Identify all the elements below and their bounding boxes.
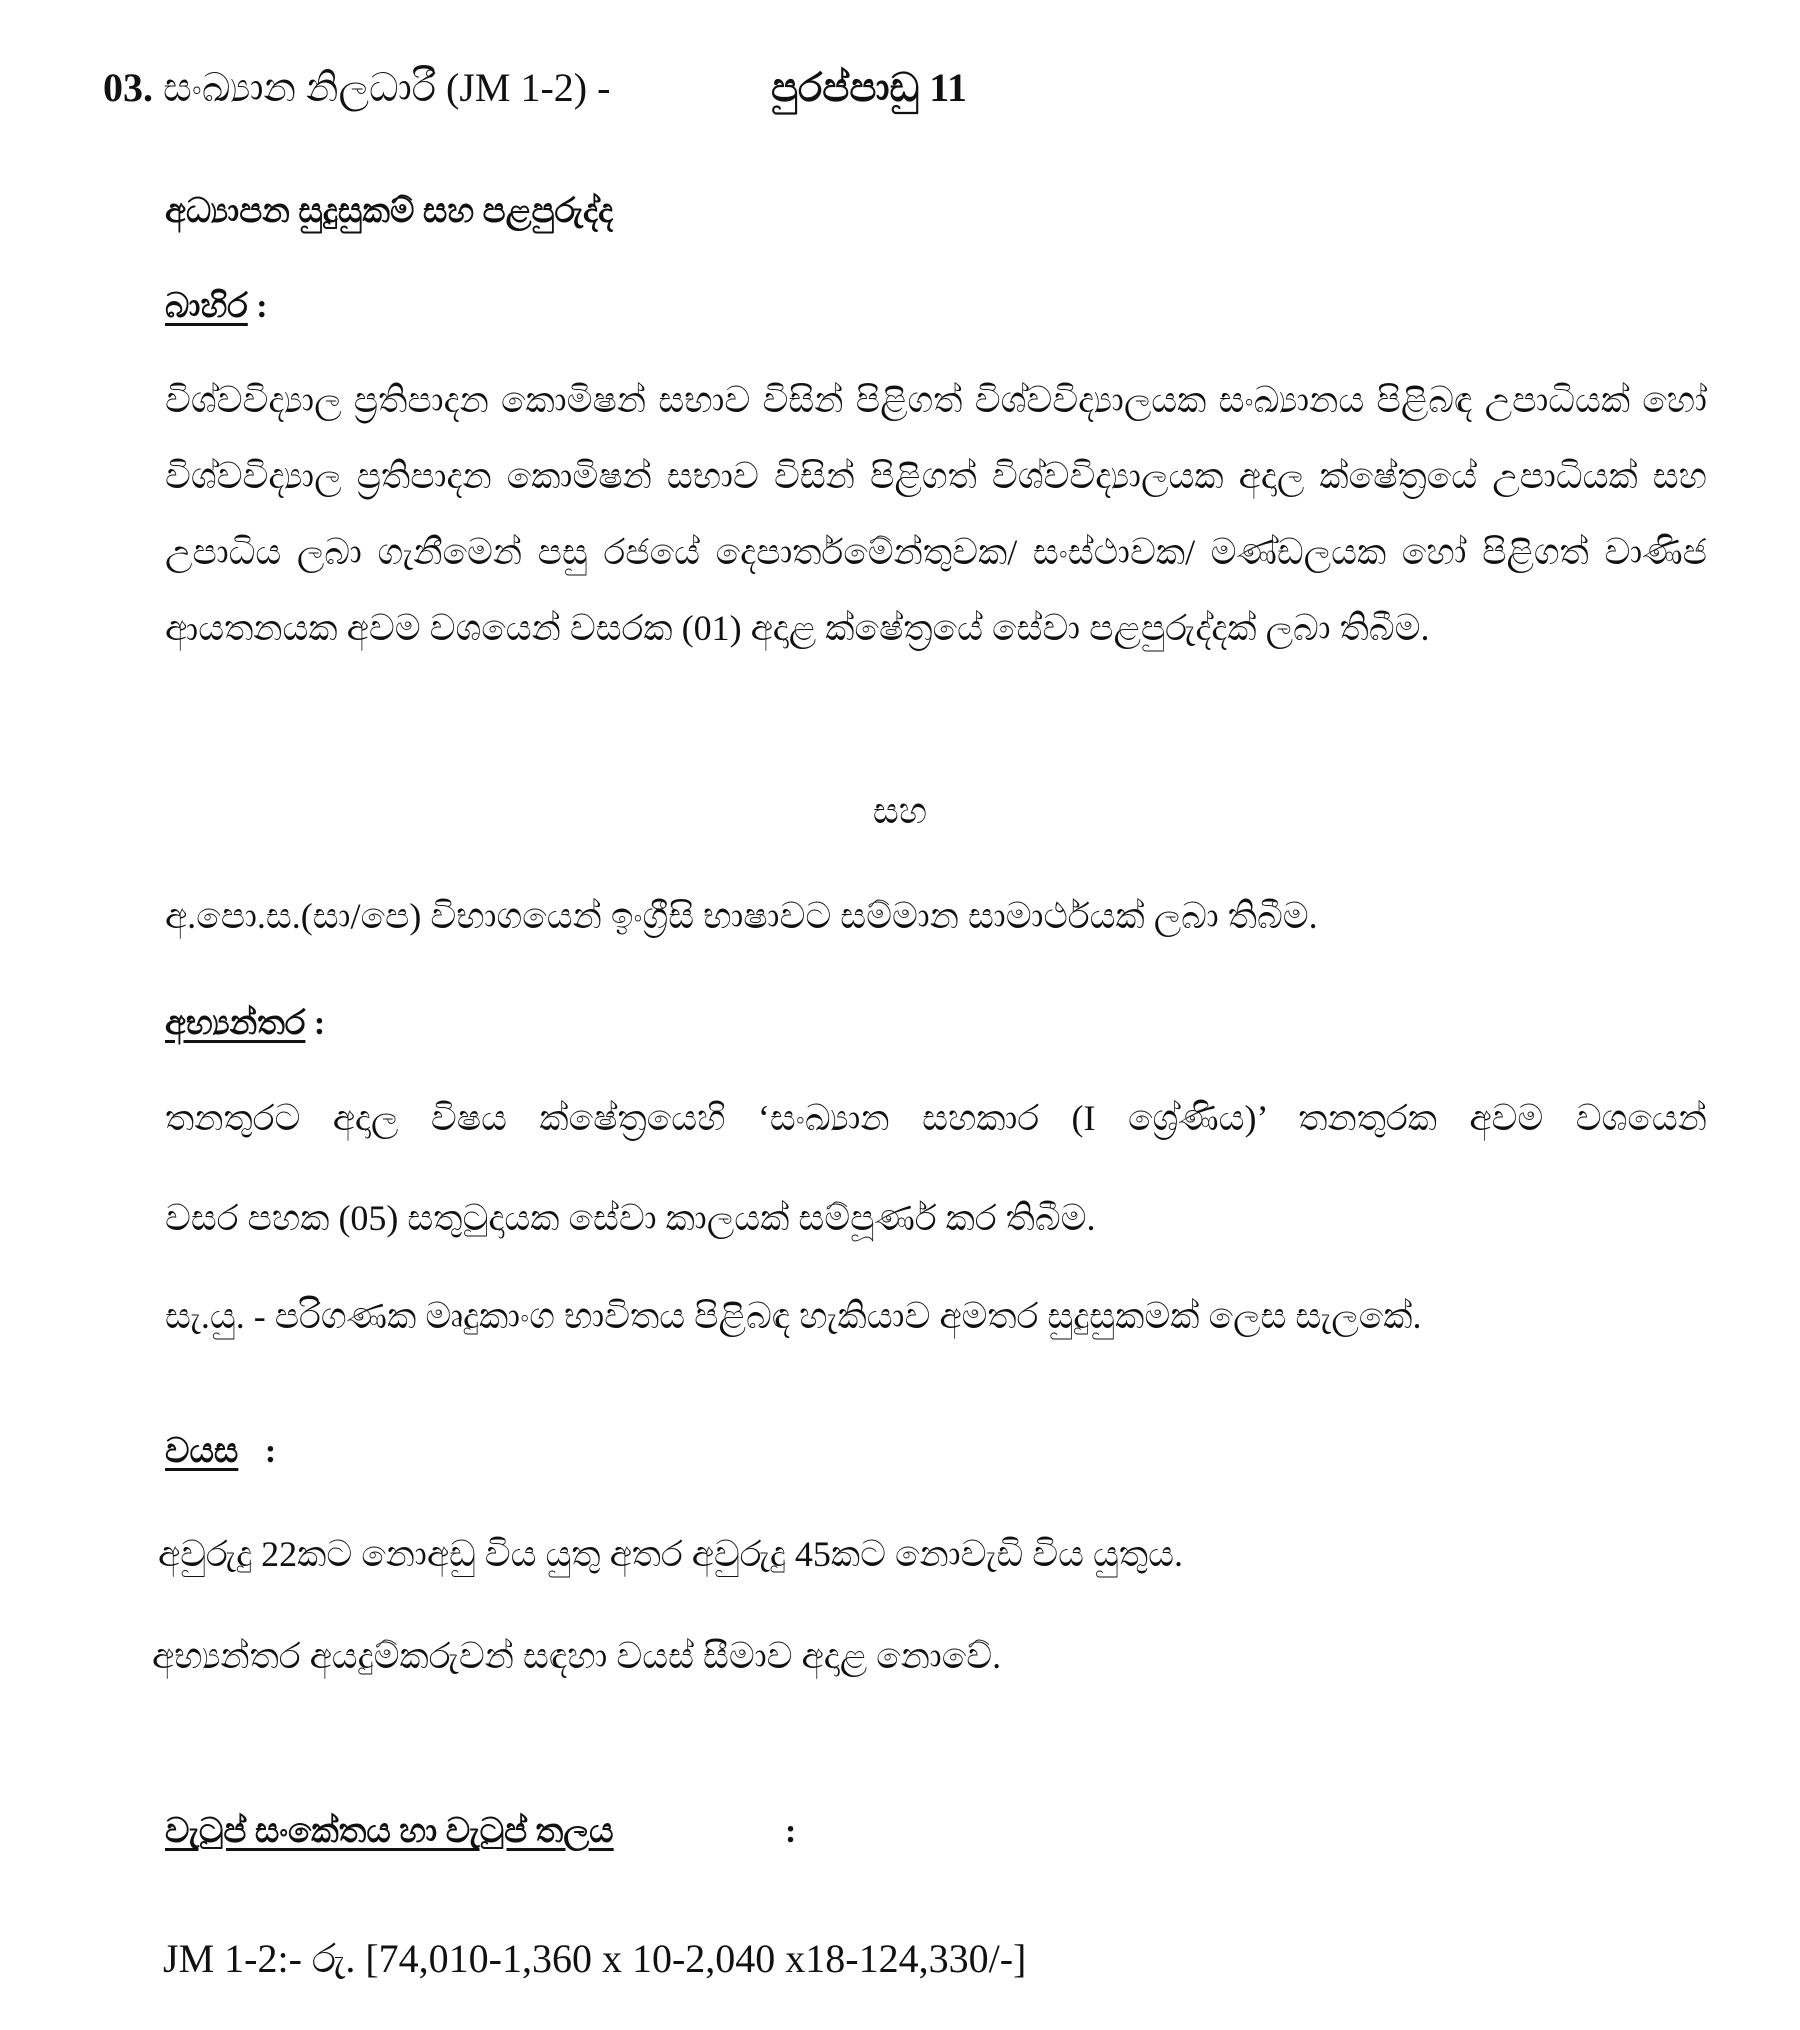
age-exemption: අභ්‍යන්තර අයදුම්කරුවන් සඳහා වයස් සීමාව අදාළ නොවේ. xyxy=(152,1636,1002,1676)
internal-heading xyxy=(165,1005,325,1043)
qualifications-heading: අධ්‍යාපන සුදුසුකම් සහ පළපුරුද්ද xyxy=(165,193,614,230)
age-limit: අවුරුදු 22කට නොඅඩු විය යුතු අතර අවුරුදු 45කට නොවැඩි විය යුතුය. xyxy=(158,1534,1183,1574)
salary-scale: JM 1-2:- රු. [74,010-1,360 x 10-2,040 x18-124,330/-] xyxy=(163,1936,1027,1981)
software-note: සැ.යු. - පරිගණක මෘදුකාංග භාවිතය පිළිබඳ හැකියාව අමතර සුදුසුකමක් ලෙස සැලකේ. xyxy=(165,1296,1422,1336)
age-colon: : xyxy=(264,1433,277,1470)
document-title xyxy=(103,64,967,111)
age-heading xyxy=(165,1433,276,1471)
vacancy-count: පුරප්පාඩු 11 xyxy=(771,65,967,110)
external-heading xyxy=(165,288,268,326)
internal-requirement-line-1: තනතුරට අදාල විෂය ක්ෂේත්‍රයෙහි ‘සංඛ්‍යාන සහකාර (I ශ්‍රේණිය)’ තනතුරක අවම වශයෙන් xyxy=(165,1098,1707,1138)
internal-label: අභ්‍යන්තර xyxy=(165,1005,306,1042)
salary-heading xyxy=(165,1813,614,1851)
section-number: 03. xyxy=(103,65,153,110)
internal-colon: : xyxy=(313,1005,326,1042)
external-qualification-paragraph: විශ්වවිද්‍යාල ප්‍රතිපාදන කොමිෂන් සභාව විසින් පිළිගත් විශ්වවිද්‍යාලයක සංඛ්‍යානය පිළිබඳ උපාධියක් හෝ විශ්වවිද්‍යාල ප්‍රතිපාදන කොමිෂන් සභාව විසින් පිළිගත් විශ්වවිද්‍යාලයක අදාල ක්ෂේත්‍රයේ උපාධියක් සහ උපාධිය ලබා ගැනීමෙන් පසු රජයේ දෙපාර්තමේන්තුවක/ සංස්ථාවක/ මණ්ඩලයක හෝ පිළිගත් වාණිජ ආයතනයක අවම වශයෙන් වසරක (01) අදාළ ක්ෂේත්‍රයේ සේවා පළපුරුද්දක් ලබා තිබීම. xyxy=(165,380,1707,648)
english-requirement: අ.පො.ස.(සා/පෙ) විභාගයෙන් ඉංග්‍රීසි භාෂාවට සම්මාන සාමාර්ථයක් ලබා තිබීම. xyxy=(165,896,1318,936)
internal-requirement-line-2: වසර පහක (05) සතුටුදායක සේවා කාලයක් සම්පූර්ණ කර තිබීම. xyxy=(165,1198,1096,1238)
and-connector: සහ xyxy=(872,791,928,831)
post-name: සංඛ්‍යාන නිලධාරී (JM 1-2) - xyxy=(163,65,611,110)
age-label: වයස xyxy=(165,1433,239,1470)
external-colon: : xyxy=(256,288,268,325)
salary-label: වැටුප් සංකේතය හා වැටුප් තලය xyxy=(165,1813,614,1850)
salary-colon: : xyxy=(785,1813,797,1850)
external-label: බාහිර xyxy=(165,288,248,325)
